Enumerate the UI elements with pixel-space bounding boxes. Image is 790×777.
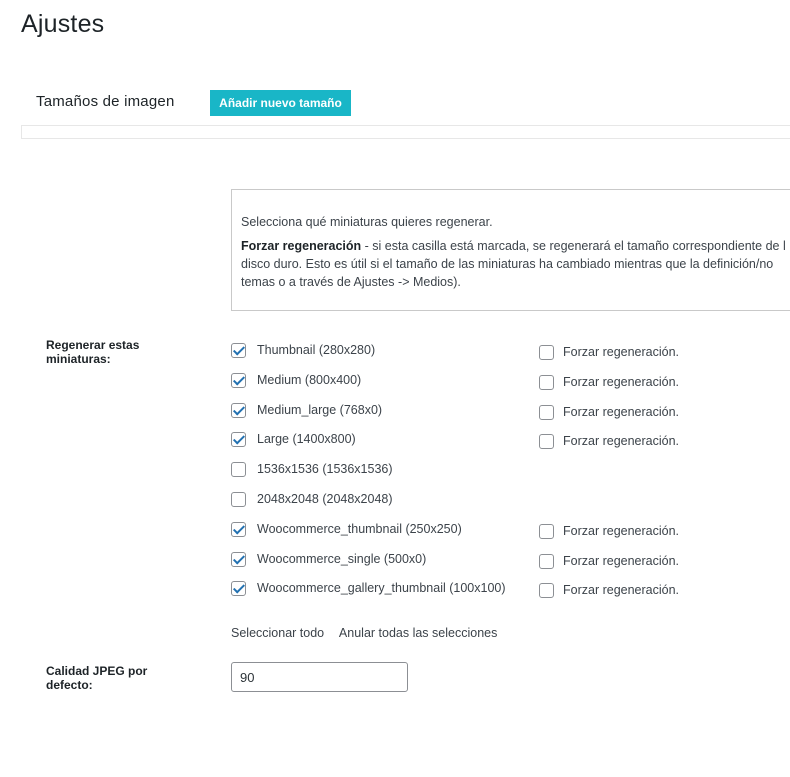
regenerate-label-line1: Regenerar estas bbox=[46, 338, 140, 352]
size-checkbox[interactable] bbox=[231, 492, 246, 507]
regenerate-label-line2: miniaturas: bbox=[46, 352, 111, 366]
jpeg-label-line2: defecto: bbox=[46, 678, 93, 692]
size-row bbox=[231, 340, 790, 370]
size-row bbox=[231, 429, 790, 459]
size-checkbox[interactable] bbox=[231, 432, 246, 447]
size-label[interactable]: Medium_large (768x0) bbox=[257, 402, 383, 417]
force-regeneration-checkbox[interactable] bbox=[539, 524, 554, 539]
force-regeneration-checkbox[interactable] bbox=[539, 554, 554, 569]
info-force-line bbox=[241, 237, 790, 255]
jpeg-quality-label bbox=[46, 664, 147, 692]
select-all-link[interactable]: Seleccionar todo bbox=[231, 626, 325, 640]
size-checkbox[interactable] bbox=[231, 552, 246, 567]
info-intro: Selecciona qué miniaturas quieres regenerar. bbox=[241, 215, 493, 229]
size-checkbox[interactable] bbox=[231, 343, 246, 358]
selection-links bbox=[231, 626, 509, 640]
force-regeneration-label[interactable]: Forzar regeneración. bbox=[563, 523, 680, 538]
thumbnail-size-list bbox=[231, 340, 790, 608]
regenerate-label bbox=[46, 338, 139, 366]
info-line-3: temas o a través de Ajustes -> Medios). bbox=[241, 275, 461, 289]
force-regeneration-checkbox[interactable] bbox=[539, 345, 554, 360]
force-regeneration-label[interactable]: Forzar regeneración. bbox=[563, 374, 680, 389]
size-row bbox=[231, 489, 790, 519]
force-regeneration-checkbox[interactable] bbox=[539, 375, 554, 390]
size-label[interactable]: Woocommerce_single (500x0) bbox=[257, 551, 427, 566]
size-label[interactable]: Thumbnail (280x280) bbox=[257, 343, 376, 357]
size-row bbox=[231, 519, 790, 549]
size-label[interactable]: Woocommerce_gallery_thumbnail (100x100) bbox=[257, 581, 506, 596]
size-row bbox=[231, 400, 790, 430]
size-checkbox[interactable] bbox=[231, 462, 246, 477]
size-label[interactable]: Medium (800x400) bbox=[257, 372, 362, 387]
size-label[interactable]: 1536x1536 (1536x1536) bbox=[257, 462, 393, 477]
info-force-text: - si esta casilla está marcada, se regenerará el tamaño correspondiente de l bbox=[361, 239, 786, 253]
force-regeneration-checkbox[interactable] bbox=[539, 405, 554, 420]
force-regeneration-checkbox[interactable] bbox=[539, 434, 554, 449]
size-checkbox[interactable] bbox=[231, 581, 246, 596]
size-checkbox[interactable] bbox=[231, 403, 246, 418]
size-label[interactable]: 2048x2048 (2048x2048) bbox=[257, 491, 393, 506]
page-title: Ajustes bbox=[21, 10, 105, 38]
size-row bbox=[231, 459, 790, 489]
section-divider bbox=[21, 125, 790, 139]
size-label[interactable]: Woocommerce_thumbnail (250x250) bbox=[257, 521, 462, 536]
force-regeneration-label[interactable]: Forzar regeneración. bbox=[563, 345, 680, 359]
size-label[interactable]: Large (1400x800) bbox=[257, 432, 356, 447]
size-checkbox[interactable] bbox=[231, 522, 246, 537]
size-row bbox=[231, 549, 790, 579]
size-row bbox=[231, 370, 790, 400]
info-force-bold: Forzar regeneración bbox=[241, 239, 362, 253]
size-checkbox[interactable] bbox=[231, 373, 246, 388]
size-row bbox=[231, 578, 790, 608]
deselect-all-link[interactable]: Anular todas las selecciones bbox=[338, 626, 498, 640]
force-regeneration-checkbox[interactable] bbox=[539, 583, 554, 598]
force-regeneration-label[interactable]: Forzar regeneración. bbox=[563, 434, 680, 449]
add-new-size-button[interactable]: Añadir nuevo tamaño bbox=[210, 90, 351, 116]
info-line-2: disco duro. Esto es útil si el tamaño de las miniaturas ha cambiado mientras que la definición/no bbox=[241, 257, 774, 271]
section-title: Tamaños de imagen bbox=[36, 93, 175, 110]
info-box bbox=[231, 189, 790, 311]
force-regeneration-label[interactable]: Forzar regeneración. bbox=[563, 553, 680, 568]
force-regeneration-label[interactable]: Forzar regeneración. bbox=[563, 583, 680, 598]
jpeg-quality-input[interactable] bbox=[231, 662, 408, 692]
force-regeneration-label[interactable]: Forzar regeneración. bbox=[563, 404, 680, 419]
jpeg-label-line1: Calidad JPEG por bbox=[46, 664, 148, 678]
